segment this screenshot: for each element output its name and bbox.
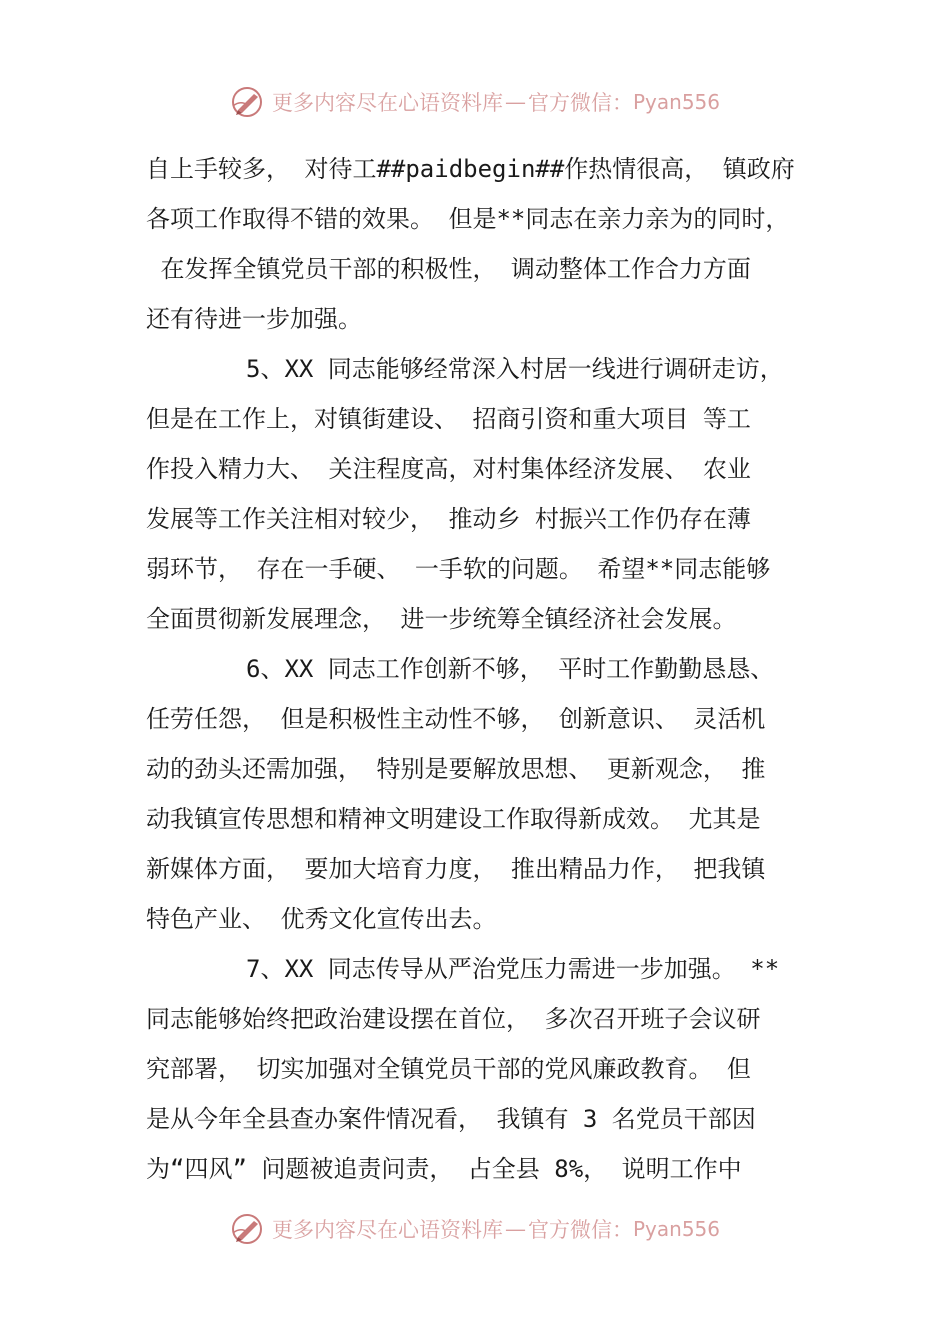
paragraph-item-7 [146,944,810,1194]
text-line: 6、XX 同志工作创新不够， 平时工作勤勤恳恳、 [246,655,775,683]
watermark-footer [0,1207,950,1251]
watermark-brand: 更多内容尽在心语资料库 [271,91,503,115]
text-line: 特色产业、 优秀文化宣传出去。 [146,905,497,933]
text-line: 各项工作取得不错的效果。 但是**同志在亲力亲为的同时， [146,205,790,233]
text-line: 作投入精力大、 关注程度高，对村集体经济发展、 农业 [146,455,751,483]
text-line: 弱环节， 存在一手硬、 一手软的问题。 希望**同志能够 [146,555,771,583]
watermark-header [0,80,950,124]
text-line: 全面贯彻新发展理念， 进一步统筹全镇经济社会发展。 [146,605,737,633]
paragraph-item-6 [146,644,810,944]
text-line: 究部署， 切实加强对全镇党员干部的党风廉政教育。 但 [146,1055,751,1083]
paragraph-item-5 [146,344,810,644]
text-line: 任劳任怨， 但是积极性主动性不够， 创新意识、 灵活机 [146,705,766,733]
text-line: 在发挥全镇党员干部的积极性， 调动整体工作合力方面 [146,255,751,283]
text-line: 新媒体方面， 要加大培育力度， 推出精品力作， 把我镇 [146,855,766,883]
text-line: 7、XX 同志传导从严治党压力需进一步加强。 ** [246,955,780,983]
watermark-label: 官方微信： [527,91,633,115]
pen-logo-icon [230,84,266,120]
text-line: 自上手较多， 对待工##paidbegin##作热情很高， 镇政府 [146,155,795,183]
watermark-id: Pyan556 [632,1217,720,1241]
text-line: 但是在工作上，对镇街建设、 招商引资和重大项目 等工 [146,405,751,433]
text-line: 同志能够始终把政治建设摆在首位， 多次召开班子会议研 [146,1005,761,1033]
document-body [146,144,810,1194]
watermark-id: Pyan556 [632,90,720,114]
text-line: 发展等工作关注相对较少， 推动乡 村振兴工作仍存在薄 [146,505,751,533]
text-line: 为“四风” 问题被追责问责， 占全县 8%， 说明工作中 [146,1155,742,1183]
watermark-separator: — [504,90,526,114]
watermark-label: 官方微信： [527,1218,633,1242]
watermark-brand: 更多内容尽在心语资料库 [271,1218,503,1242]
text-line: 5、XX 同志能够经常深入村居一线进行调研走访， [246,355,784,383]
pen-logo-icon [230,1211,266,1247]
text-line: 还有待进一步加强。 [146,305,362,333]
text-line: 动的劲头还需加强， 特别是要解放思想、 更新观念， 推 [146,755,766,783]
watermark-separator: — [504,1217,526,1241]
paragraph-continuation [146,144,810,344]
text-line: 是从今年全县查办案件情况看， 我镇有 3 名党员干部因 [146,1105,756,1133]
text-line: 动我镇宣传思想和精神文明建设工作取得新成效。 尤其是 [146,805,761,833]
